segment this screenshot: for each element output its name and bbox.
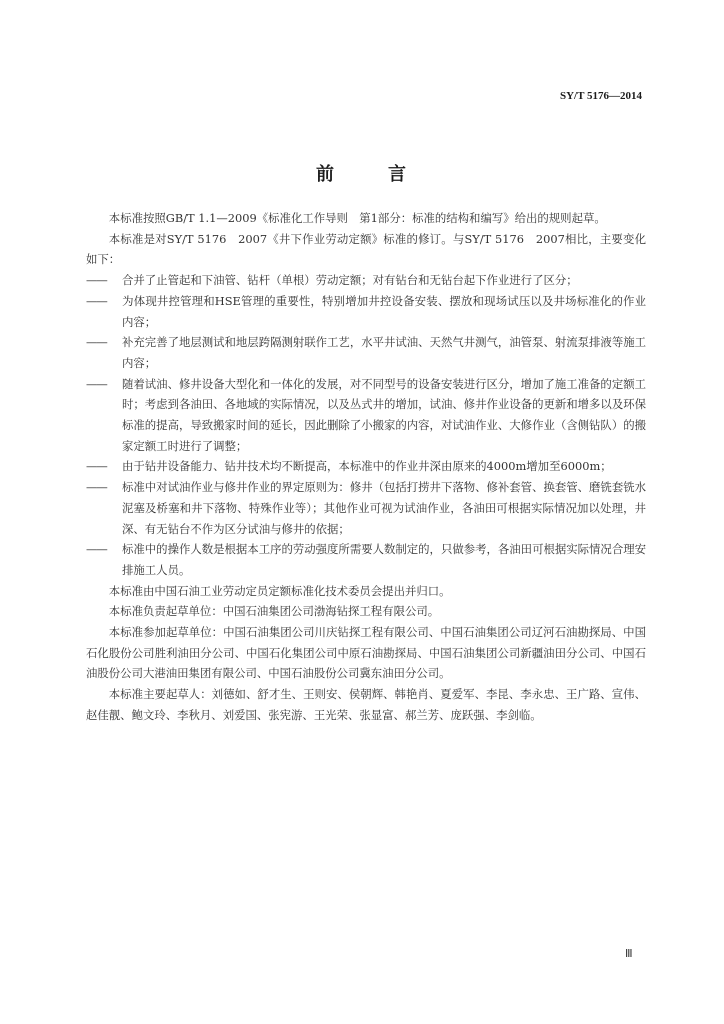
- change-item: —— 随着试油、修井设备大型化和一体化的发展，对不同型号的设备安装进行区分，增加了施工准备的定额工时；考虑到各油田、各地域的实际情况，以及丛式井的增加，试油、修井作业设备的更新和增多以及环保标准的提高，导致搬家时间的延长，因此删除了小搬家的内容，对试油作业、大修作业（含侧钻队）的搬家定额工时进行了调整；: [86, 376, 646, 453]
- change-item: —— 为体现井控管理和HSE管理的重要性，特别增加井控设备安装、摆放和现场试压以及井场标准化的作业内容；: [86, 293, 646, 329]
- paragraph-revision: 本标准是对SY/T 5176 2007《井下作业劳动定额》标准的修订。与SY/T 5176 2007相比，主要变化如下：: [86, 231, 646, 267]
- change-item: —— 标准中的操作人数是根据本工序的劳动强度所需要人数制定的，只做参考，各油田可根据实际情况合理安排施工人员。: [86, 542, 646, 577]
- paragraph-drafting-rules: 本标准按照GB/T 1.1—2009《标准化工作导则 第1部分：标准的结构和编写》给出的规则起草。: [108, 211, 606, 225]
- change-item: —— 合并了止管起和下油管、钻杆（单根）劳动定额；对有钻台和无钻台起下作业进行了区分；: [86, 273, 578, 288]
- page-title: [0, 160, 724, 186]
- foreword-body: [86, 208, 646, 726]
- title-char-2: 言: [388, 164, 408, 185]
- change-item: —— 标准中对试油作业与修井作业的界定原则为：修井（包括打捞井下落物、修补套管、换套管、磨铣套铣水泥塞及桥塞和井下落物、特殊作业等）；其他作业可视为试油作业，各油田可根据实际情况加以处理，井深、有无钻台不作为区分试油与修井的依据；: [86, 480, 646, 536]
- change-item: —— 由于钻井设备能力、钻井技术均不断提高，本标准中的作业井深由原来的4000m增加至6000m；: [86, 459, 612, 474]
- paragraph-responsible-unit: 本标准负责起草单位：中国石油集团公司渤海钻探工程有限公司。: [108, 604, 440, 619]
- standard-number: SY/T 5176—2014: [559, 90, 642, 102]
- title-char-1: 前: [316, 164, 336, 185]
- page-number: Ⅲ: [625, 948, 633, 960]
- paragraph-proposer: 本标准由中国石油工业劳动定员定额标准化技术委员会提出并归口。: [108, 583, 451, 598]
- paragraph-participating-units: 本标准参加起草单位：中国石油集团公司川庆钻探工程有限公司、中国石油集团公司辽河石油勘探局、中国石化股份公司胜利油田分公司、中国石化集团公司中原石油勘探局、中国石油集团公司新疆油田分公司、中国石油股份公司大港油田集团有限公司、中国石油股份公司冀东油田分公司。: [86, 625, 646, 681]
- change-item: —— 补充完善了地层测试和地层跨隔测射联作工艺，水平井试油、天然气井测气，油管泵、射流泵排液等施工内容；: [86, 335, 646, 370]
- paragraph-drafters: 本标准主要起草人：刘德如、舒才生、王则安、侯朝辉、韩艳肖、夏爱军、李昆、李永忠、王广路、宣伟、赵佳靓、鲍文玲、李秋月、刘爱国、张宪游、王光荣、张显富、郝兰芳、庞跃强、李剑临。: [86, 687, 646, 722]
